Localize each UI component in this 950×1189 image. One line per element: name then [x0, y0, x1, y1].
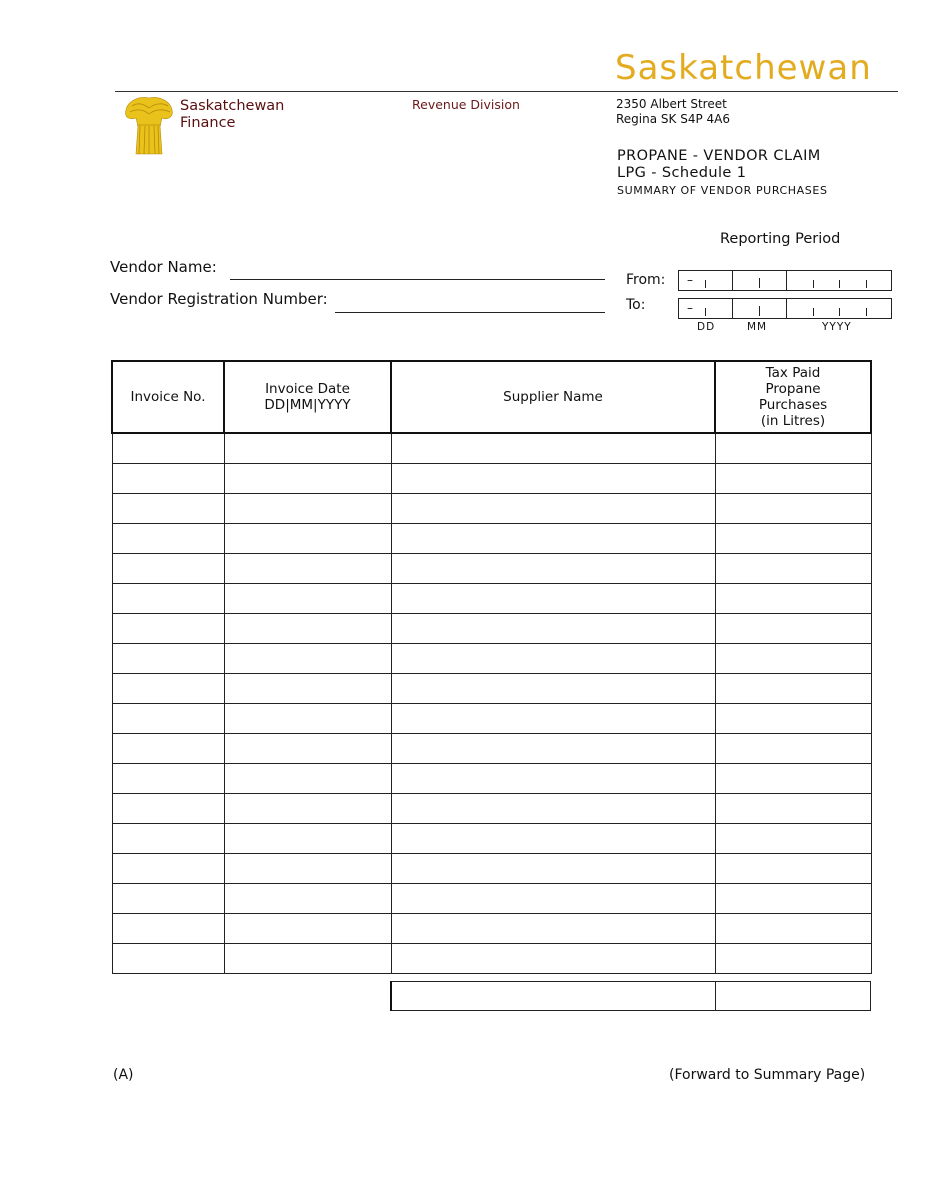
table-body — [112, 433, 871, 973]
litres-cell[interactable] — [715, 493, 871, 523]
table-row — [112, 853, 871, 883]
col-invoice-no: Invoice No. — [112, 361, 224, 433]
form-title-line2: LPG - Schedule 1 — [617, 165, 747, 181]
litres-cell[interactable] — [715, 703, 871, 733]
col-tax-paid — [715, 361, 871, 433]
supplier-name-cell[interactable] — [391, 733, 715, 763]
ministry-line1: Saskatchewan — [180, 98, 285, 114]
table-row — [112, 583, 871, 613]
invoice-no-cell[interactable] — [112, 763, 224, 793]
invoice-date-cell[interactable] — [224, 793, 391, 823]
to-date-field[interactable]: – — [678, 298, 892, 319]
address-line2: Regina SK S4P 4A6 — [616, 112, 730, 126]
litres-cell[interactable] — [715, 613, 871, 643]
invoice-no-cell[interactable] — [112, 733, 224, 763]
invoice-date-cell[interactable] — [224, 523, 391, 553]
invoice-date-cell[interactable] — [224, 853, 391, 883]
table-header-row — [112, 361, 871, 433]
invoice-no-cell[interactable] — [112, 673, 224, 703]
form-subtitle: SUMMARY OF VENDOR PURCHASES — [617, 184, 828, 197]
dd-legend: DD — [697, 321, 716, 333]
litres-cell[interactable] — [715, 433, 871, 463]
address-line1: 2350 Albert Street — [616, 97, 727, 111]
form-title-line1: PROPANE - VENDOR CLAIM — [617, 148, 821, 164]
table-row — [112, 823, 871, 853]
ministry-name — [180, 98, 284, 132]
invoice-date-cell[interactable] — [224, 883, 391, 913]
col-invoice-date-line2: DD|MM|YYYY — [264, 397, 351, 413]
table-row — [112, 673, 871, 703]
table-row — [112, 523, 871, 553]
litres-cell[interactable] — [715, 793, 871, 823]
from-label: From: — [626, 272, 666, 288]
header-rule — [115, 91, 898, 92]
supplier-name-cell[interactable] — [391, 493, 715, 523]
mm-legend: MM — [747, 321, 768, 333]
invoice-no-cell[interactable] — [112, 613, 224, 643]
table-row — [112, 883, 871, 913]
reporting-period-title: Reporting Period — [720, 231, 841, 247]
invoice-date-cell[interactable] — [224, 493, 391, 523]
address — [616, 97, 730, 127]
table-row — [112, 793, 871, 823]
form-title — [617, 148, 821, 182]
total-litres-cell[interactable] — [716, 982, 870, 1010]
invoice-no-cell[interactable] — [112, 823, 224, 853]
invoice-date-cell[interactable] — [224, 733, 391, 763]
to-label: To: — [626, 297, 646, 313]
invoice-no-cell[interactable] — [112, 853, 224, 883]
division-name: Revenue Division — [412, 97, 520, 112]
litres-cell[interactable] — [715, 583, 871, 613]
table-row — [112, 463, 871, 493]
supplier-name-cell[interactable] — [391, 883, 715, 913]
invoice-no-cell[interactable] — [112, 703, 224, 733]
litres-cell[interactable] — [715, 823, 871, 853]
supplier-name-cell[interactable] — [391, 553, 715, 583]
invoice-date-cell[interactable] — [224, 583, 391, 613]
total-marker: (A) — [113, 1067, 134, 1083]
table-row — [112, 433, 871, 463]
litres-cell[interactable] — [715, 643, 871, 673]
supplier-name-cell[interactable] — [391, 613, 715, 643]
invoice-date-cell[interactable] — [224, 943, 391, 973]
province-wordmark: Saskatchewan — [615, 48, 872, 88]
table-row — [112, 493, 871, 523]
yyyy-legend: YYYY — [822, 321, 852, 333]
invoice-date-cell[interactable] — [224, 673, 391, 703]
invoice-no-cell[interactable] — [112, 913, 224, 943]
col-invoice-date — [224, 361, 391, 433]
supplier-name-cell[interactable] — [391, 433, 715, 463]
table-row — [112, 613, 871, 643]
vendor-name-field[interactable] — [230, 279, 605, 280]
invoice-no-cell[interactable] — [112, 523, 224, 553]
invoice-date-cell[interactable] — [224, 553, 391, 583]
purchases-table — [111, 360, 872, 974]
litres-cell[interactable] — [715, 943, 871, 973]
invoice-no-cell[interactable] — [112, 583, 224, 613]
invoice-date-cell[interactable] — [224, 913, 391, 943]
table-row — [112, 943, 871, 973]
supplier-name-cell[interactable] — [391, 913, 715, 943]
invoice-no-cell[interactable] — [112, 943, 224, 973]
col-supplier-name: Supplier Name — [391, 361, 715, 433]
litres-cell[interactable] — [715, 523, 871, 553]
supplier-name-cell[interactable] — [391, 793, 715, 823]
vendor-reg-label: Vendor Registration Number: — [110, 290, 328, 308]
total-row — [390, 981, 871, 1011]
invoice-no-cell[interactable] — [112, 643, 224, 673]
invoice-no-cell[interactable] — [112, 493, 224, 523]
litres-cell[interactable] — [715, 913, 871, 943]
table-row — [112, 553, 871, 583]
supplier-name-cell[interactable] — [391, 763, 715, 793]
col-invoice-date-line1: Invoice Date — [265, 381, 350, 397]
col-tax-paid-line1: Tax Paid — [765, 365, 821, 381]
invoice-no-cell[interactable] — [112, 793, 224, 823]
supplier-name-cell[interactable] — [391, 523, 715, 553]
from-date-field[interactable]: – — [678, 270, 892, 291]
supplier-name-cell[interactable] — [391, 703, 715, 733]
invoice-date-cell[interactable] — [224, 433, 391, 463]
invoice-no-cell[interactable] — [112, 883, 224, 913]
invoice-no-cell[interactable] — [112, 433, 224, 463]
vendor-reg-field[interactable] — [335, 312, 605, 313]
supplier-name-cell[interactable] — [391, 643, 715, 673]
invoice-date-cell[interactable] — [224, 823, 391, 853]
table-row — [112, 703, 871, 733]
supplier-name-cell[interactable] — [391, 463, 715, 493]
invoice-no-cell[interactable] — [112, 553, 224, 583]
table-row — [112, 913, 871, 943]
litres-cell[interactable] — [715, 553, 871, 583]
supplier-name-cell[interactable] — [391, 823, 715, 853]
table-row — [112, 733, 871, 763]
invoice-no-cell[interactable] — [112, 463, 224, 493]
col-tax-paid-line2: Propane — [765, 381, 821, 397]
ministry-line2: Finance — [180, 115, 236, 131]
table-row — [112, 643, 871, 673]
litres-cell[interactable] — [715, 463, 871, 493]
invoice-date-cell[interactable] — [224, 643, 391, 673]
invoice-date-cell[interactable] — [224, 703, 391, 733]
litres-cell[interactable] — [715, 733, 871, 763]
invoice-date-cell[interactable] — [224, 763, 391, 793]
forward-note: (Forward to Summary Page) — [669, 1067, 866, 1083]
supplier-name-cell[interactable] — [391, 583, 715, 613]
litres-cell[interactable] — [715, 853, 871, 883]
col-tax-paid-line4: (in Litres) — [760, 413, 826, 429]
invoice-date-cell[interactable] — [224, 463, 391, 493]
wheat-sheaf-icon — [120, 96, 178, 156]
col-tax-paid-line3: Purchases — [758, 397, 828, 413]
litres-cell[interactable] — [715, 673, 871, 703]
invoice-date-cell[interactable] — [224, 613, 391, 643]
supplier-name-cell[interactable] — [391, 943, 715, 973]
supplier-name-cell[interactable] — [391, 673, 715, 703]
supplier-name-cell[interactable] — [391, 853, 715, 883]
vendor-name-label: Vendor Name: — [110, 258, 217, 276]
table-row — [112, 763, 871, 793]
litres-cell[interactable] — [715, 883, 871, 913]
litres-cell[interactable] — [715, 763, 871, 793]
